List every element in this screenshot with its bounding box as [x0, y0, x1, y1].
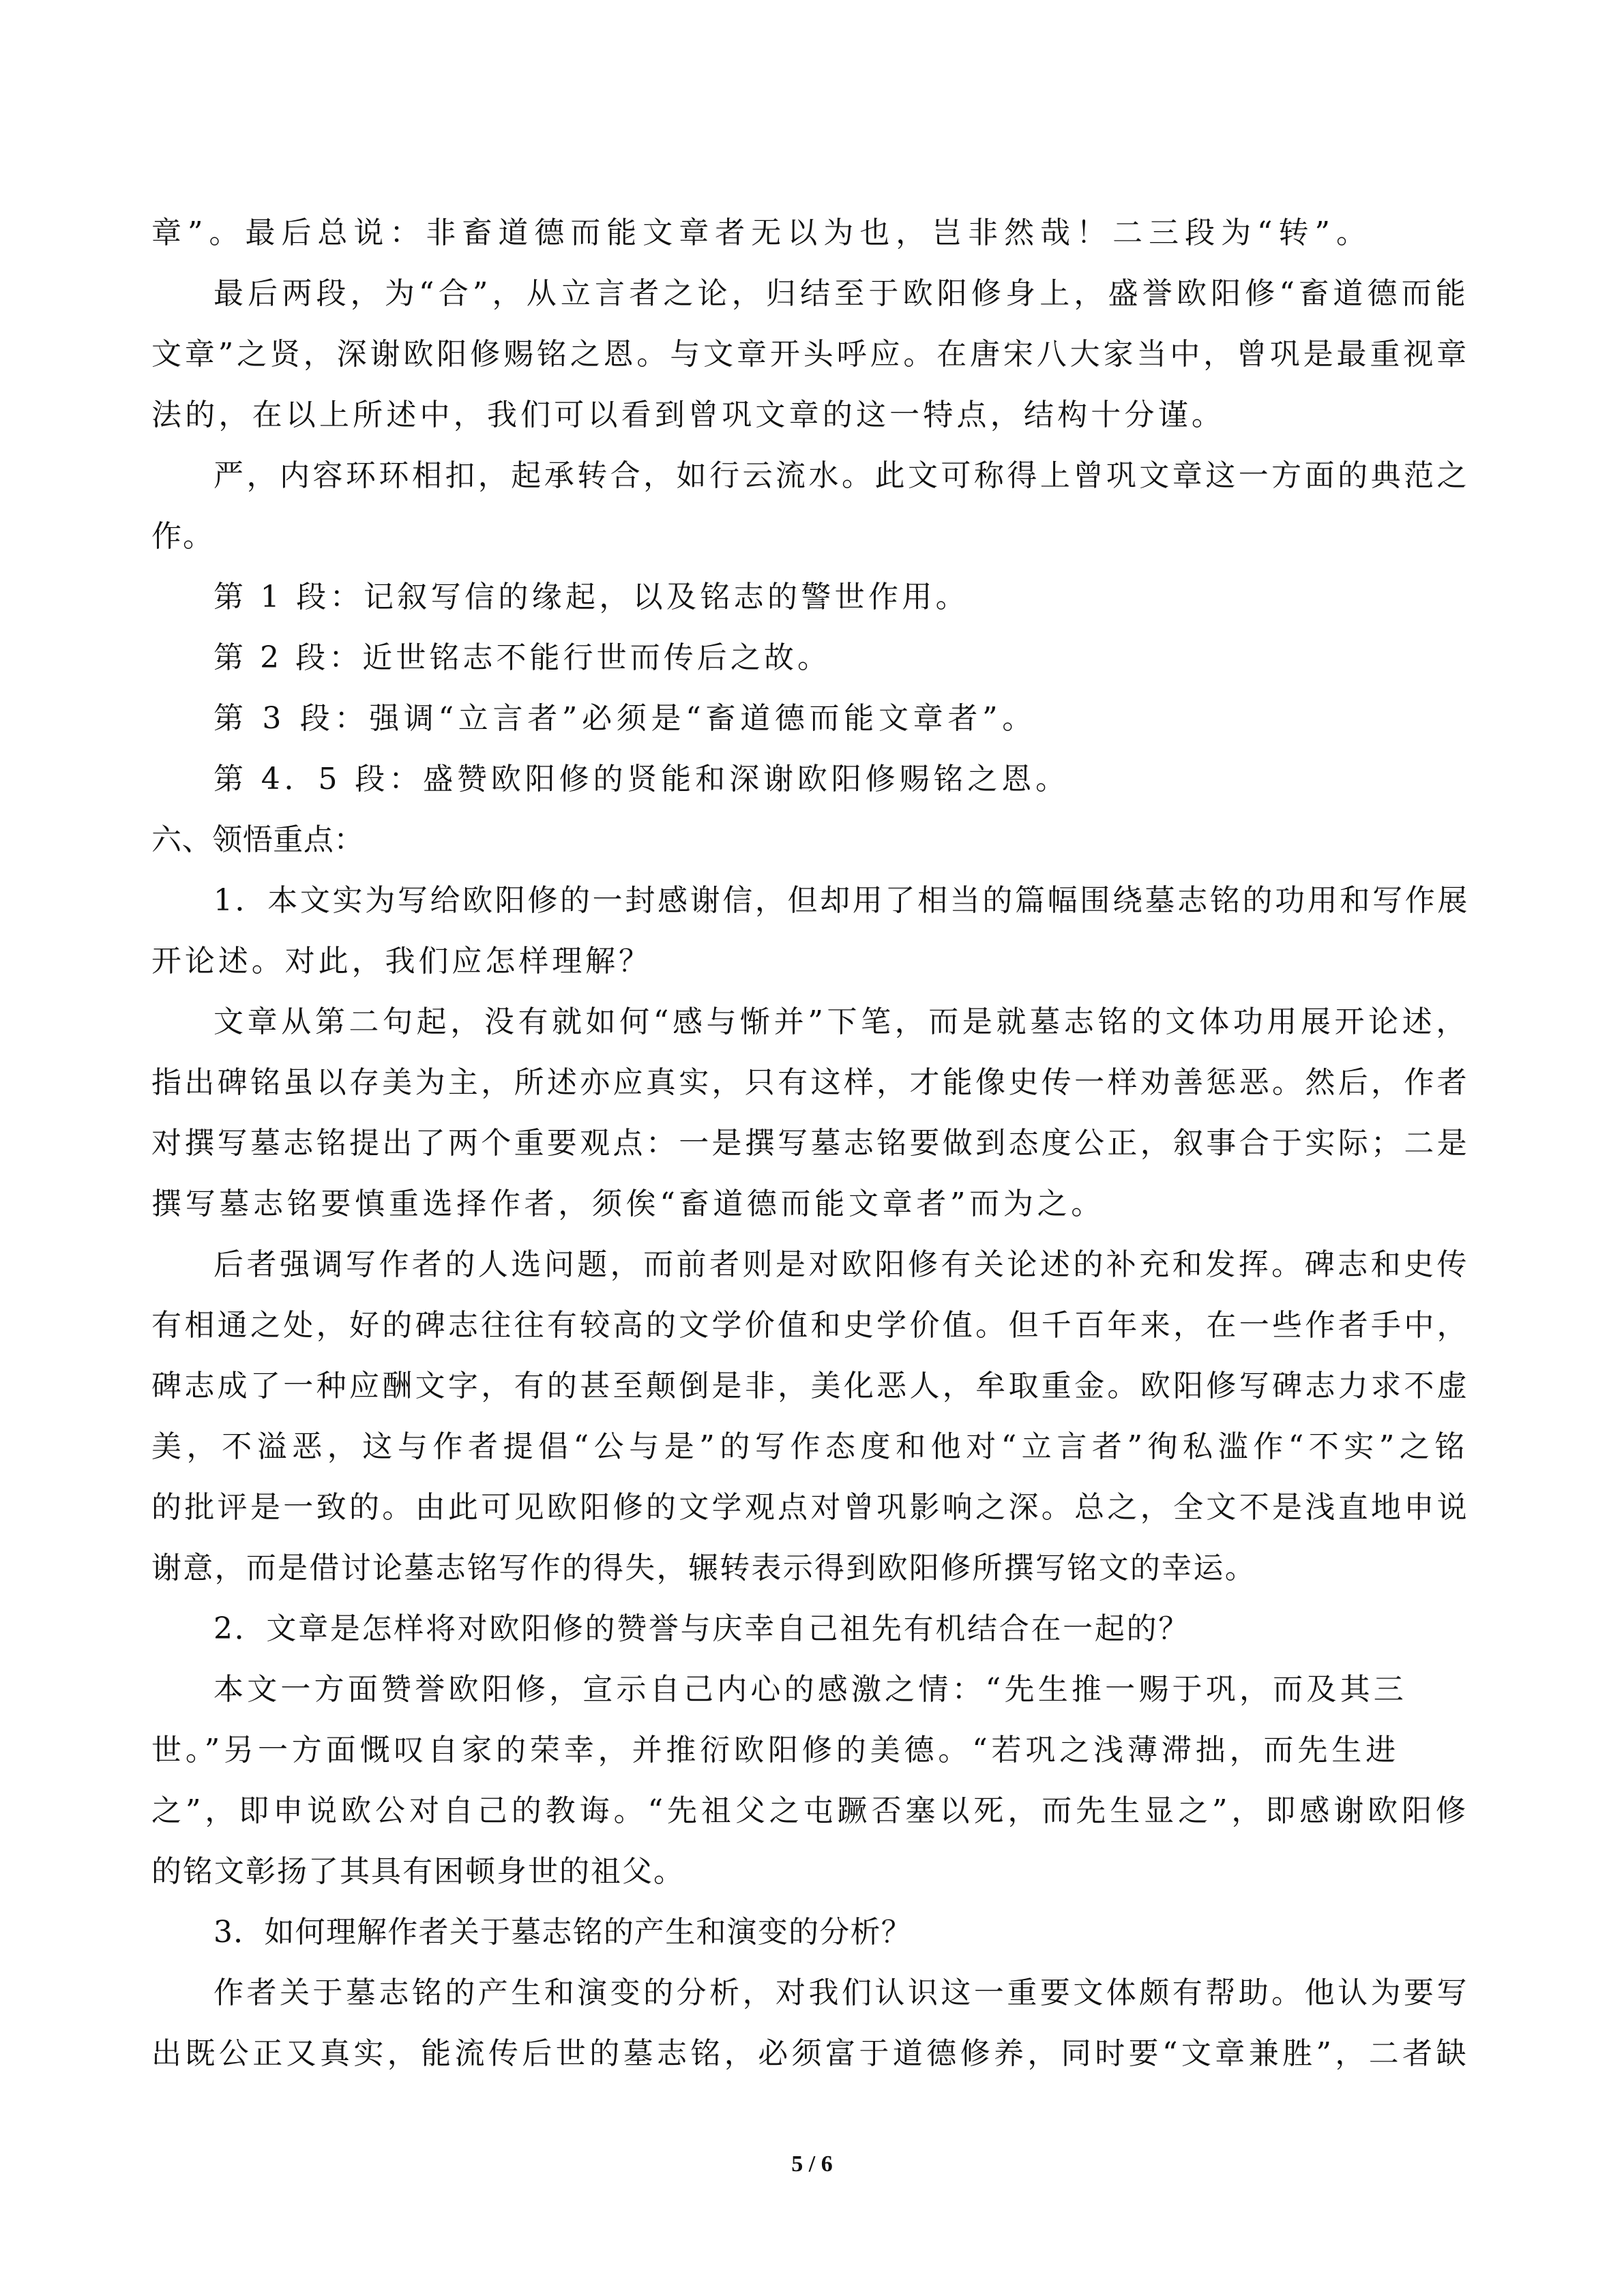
- text-line: 出既公正又真实，能流传后世的墓志铭，必须富于道德修养，同时要“文章兼胜”，二者缺: [151, 2036, 1470, 2071]
- section-heading: 六、领悟重点：: [151, 822, 364, 857]
- text-line: 世。”另一方面慨叹自家的荣幸，并推衍欧阳修的美德。“若巩之浅薄滞拙，而先生进: [151, 1733, 1400, 1768]
- text-line: 作者关于墓志铭的产生和演变的分析，对我们认识这一重要文体颇有帮助。他认为要写: [213, 1976, 1471, 2010]
- text-line: 法的，在以上所述中，我们可以看到曾巩文章的这一特点，结构十分谨。: [151, 398, 1226, 432]
- text-line: 作。: [151, 519, 214, 554]
- text-line: 文章”之贤，深谢欧阳修赐铭之恩。与文章开头呼应。在唐宋八大家当中，曾巩是最重视章: [151, 337, 1470, 372]
- text-line: 第 4．5 段：盛赞欧阳修的贤能和深谢欧阳修赐铭之恩。: [213, 762, 1069, 796]
- page-number: 5 / 6: [791, 2151, 833, 2177]
- text-line: 碑志成了一种应酬文字，有的甚至颠倒是非，美化恶人，牟取重金。欧阳修写碑志力求不虚: [151, 1369, 1470, 1403]
- text-line: 对撰写墓志铭提出了两个重要观点：一是撰写墓志铭要做到态度公正，叙事合于实际；二是: [151, 1126, 1470, 1161]
- text-line: 第 2 段：近世铭志不能行世而传后之故。: [213, 640, 831, 675]
- text-line: 文章从第二句起，没有就如何“感与惭并”下笔，而是就墓志铭的文体功用展开论述，: [213, 1004, 1470, 1039]
- text-line: 的铭文彰扬了其具有困顿身世的祖父。: [151, 1854, 685, 1889]
- text-line: 第 3 段：强调“立言者”必须是“畜道德而能文章者”。: [213, 701, 1037, 736]
- text-line: 美，不溢恶，这与作者提倡“公与是”的写作态度和他对“立言者”徇私滥作“不实”之铭: [151, 1429, 1471, 1464]
- text-line: 的批评是一致的。由此可见欧阳修的文学观点对曾巩影响之深。总之，全文不是浅直地申说: [151, 1490, 1470, 1525]
- text-line: 本文一方面赞誉欧阳修，宣示自己内心的感激之情：“先生推一赐于巩，而及其三: [213, 1672, 1407, 1707]
- text-line: 谢意，而是借讨论墓志铭写作的得失，辗转表示得到欧阳修所撰写铭文的幸运。: [151, 1551, 1257, 1585]
- text-line: 章”。最后总说：非畜道德而能文章者无以为也，岂非然哉！二三段为“转”。: [151, 215, 1372, 250]
- text-line: 有相通之处，好的碑志往往有较高的文学价值和史学价值。但千百年来，在一些作者手中，: [151, 1308, 1470, 1343]
- text-line: 之”，即申说欧公对自己的教诲。“先祖父之屯蹶否塞以死，而先生显之”，即感谢欧阳修: [151, 1793, 1470, 1828]
- text-line: 最后两段，为“合”，从立言者之论，归结至于欧阳修身上，盛誉欧阳修“畜道德而能: [213, 276, 1470, 311]
- numbered-question: 2．文章是怎样将对欧阳修的赞誉与庆幸自己祖先有机结合在一起的？: [213, 1611, 1191, 1646]
- text-line: 撰写墓志铭要慎重选择作者，须俟“畜道德而能文章者”而为之。: [151, 1187, 1105, 1221]
- text-line: 指出碑铭虽以存美为主，所述亦应真实，只有这样，才能像史传一样劝善惩恶。然后，作者: [151, 1065, 1470, 1100]
- text-line: 第 1 段：记叙写信的缘起，以及铭志的警世作用。: [213, 580, 970, 614]
- text-line: 后者强调写作者的人选问题，而前者则是对欧阳修有关论述的补充和发挥。碑志和史传: [213, 1247, 1471, 1282]
- numbered-question: 1．本文实为写给欧阳修的一封感谢信，但却用了相当的篇幅围绕墓志铭的功用和写作展: [213, 883, 1470, 918]
- text-line: 严，内容环环相扣，起承转合，如行云流水。此文可称得上曾巩文章这一方面的典范之: [213, 458, 1471, 493]
- text-line: 开论述。对此，我们应怎样理解？: [151, 944, 652, 979]
- numbered-question: 3．如何理解作者关于墓志铭的产生和演变的分析？: [213, 1915, 912, 1950]
